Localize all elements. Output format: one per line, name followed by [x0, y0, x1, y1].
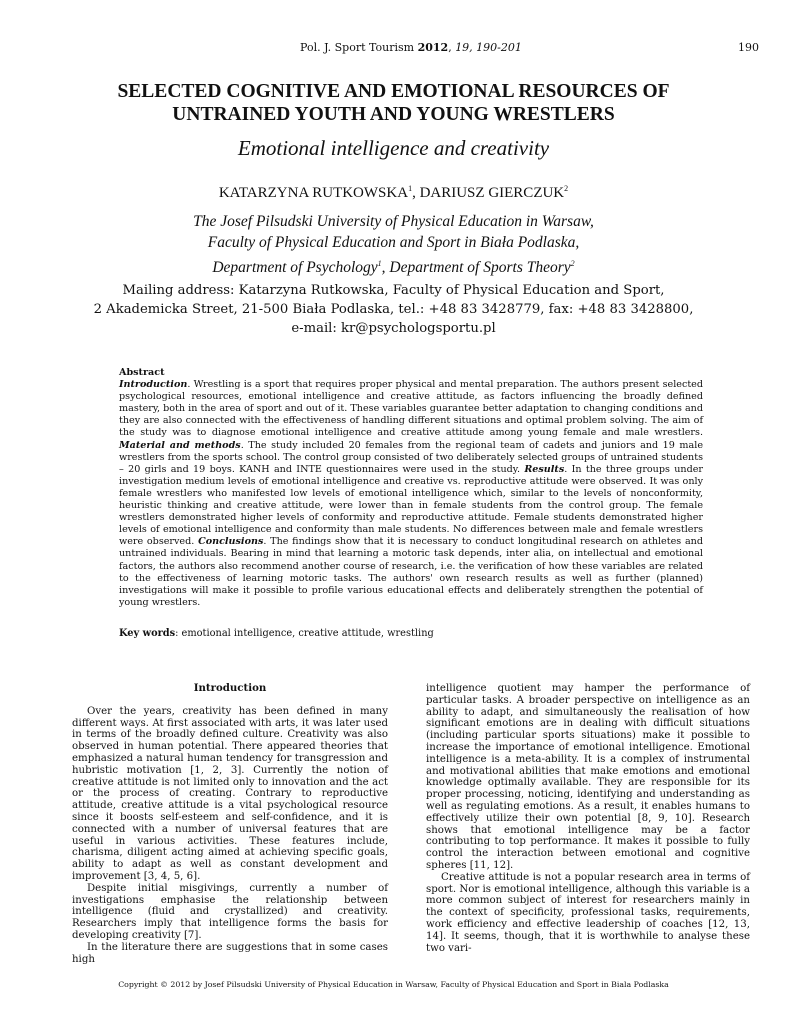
page-number: 190	[738, 41, 759, 54]
abstract-heading: Abstract	[119, 367, 165, 378]
section-heading: Introduction	[193, 682, 267, 694]
paragraph: intelligence quotient may hamper the performance of particular tasks. A broader perspective on intelligence as an ability to adapt, and simultaneously the realisation of how significant emotions are in dealing with difficult situations (including particular sports situations) make it possible to increase the importance of emotional intelligence. Emotional intelligence is a meta-ability. It is a complex of instrumental and motivational abilities that make emotions and emotional knowledge optimally available. They are responsible for its proper processing, noticing, identifying and understanding as well as regulating emotions. As a result, it enables humans to effectively utilize their own potential [8, 9, 10]. Research shows that emotional intelligence may be a factor contributing to top performance. It makes it possible to fully control the interaction between emotional and cognitive spheres [11, 12].	[426, 683, 750, 871]
email-address: e-mail: kr@psychologsportu.pl	[291, 321, 496, 336]
author-name: KATARZYNA RUTKOWSKA	[218, 185, 409, 201]
paragraph: In the literature there are suggestions that in some cases high	[72, 941, 388, 965]
keywords: Key words: emotional intelligence, creative attitude, wrestling	[119, 628, 434, 639]
body-column-right	[426, 683, 750, 954]
affiliation: The Josef Pilsudski University of Physical Education in Warsaw, Faculty of Physical Education and Sport in Biała Podlaska, Department of Psychology$^1$, Department of Sports Theory$^2$	[193, 213, 594, 277]
author-list: KATARZYNA RUTKOWSKA$^1$, DARIUSZ GIERCZUK$^2$	[218, 184, 569, 201]
abstract	[119, 367, 703, 609]
author-name: DARIUSZ GIERCZUK	[419, 185, 565, 201]
paper-title: SELECTED COGNITIVE AND EMOTIONAL RESOURCES OF UNTRAINED YOUTH AND YOUNG WRESTLERS	[117, 81, 670, 125]
mailing-address: Mailing address: Katarzyna Rutkowska, Faculty of Physical Education and Sport, 2 Akademicka Street, 21-500 Biała Podlaska, tel.: +48 83 3428779, fax: +48 83 3428800, e-mail: kr@psychologsportu.pl	[60, 281, 727, 338]
paper-subtitle: Emotional intelligence and creativity	[237, 136, 550, 160]
paragraph: Despite initial misgivings, currently a number of investigations emphasise the relationship between intelligence (fluid and crystallized) and creativity. Researchers imply that intelligence forms the basis for developing creativity [7].	[72, 882, 388, 941]
journal-citation: Pol. J. Sport Tourism 2012, 19, 190-201	[300, 41, 522, 54]
paragraph: Over the years, creativity has been defined in many different ways. At first associated with arts, it was later used in terms of the broadly defined culture. Creativity was also observed in human potential. There appeared theories that emphasized a natural human tendency for transgression and hubristic motivation [1, 2, 3]. Currently the notion of creative attitude is not limited only to innovation and the act or the process of creating. Contrary to reproductive attitude, creative attitude is a vital psychological resource since it boosts self-esteem and self-confidence, and it is connected with a number of universal features that are useful in various activities. These features include, charisma, diligent acting aimed at achieving specific goals, ability to adapt as well as constant development and improvement [3, 4, 5, 6].	[72, 705, 388, 882]
paragraph: Creative attitude is not a popular research area in terms of sport. Nor is emotional intelligence, although this variable is a more common subject of interest for researchers mainly in the context of specificity, professional tasks, requirements, work efficiency and effective leadership of coaches [12, 13, 14]. It seems, though, that it is worthwhile to analyse these two vari-	[426, 871, 750, 954]
body-column-left	[72, 683, 388, 965]
copyright-footer: Copyright © 2012 by Josef Pilsudski University of Physical Education in Warsaw, Faculty of Physical Education and Sport in Biala Podlaska	[118, 980, 669, 989]
abstract-body: Introduction. Wrestling is a sport that requires proper physical and mental preparation. The authors present selected psychological resources, emotional intelligence and creative attitude, as factors influencing the broadly defined mastery, both in the area of sport and out of it. These variables guarantee better adaptation to changing conditions and they are also connected with the effectiveness of handling different situations and optimal problem solving. The aim of the study was to diagnose emotional intelligence and creative attitude among young female and male wrestlers. Material and methods. The study included 20 females from the regional team of cadets and juniors and 19 male wrestlers from the sports school. The control group consisted of two deliberately selected groups of untrained students – 20 girls and 19 boys. KANH and INTE questionnaires were used in the study. Results. In the three groups under investigation medium levels of emotional intelligence and creative vs. reproductive attitude were observed. It was only female wrestlers who manifested low levels of emotional intelligence which, similar to the levels of nonconformity, heuristic thinking and creative attitude, were lower than in female students from the control group. The female wrestlers demonstrated higher levels of conformity and reproductive attitude. Female students demonstrated higher levels of emotional intelligence and conformity than male students. No differences between male and female wrestlers were observed. Conclusions. The findings show that it is necessary to conduct longitudinal research on athletes and untrained individuals. Bearing in mind that learning a motoric task depends, inter alia, on intellectual and emotional factors, the authors also recommend another course of research, i.e. the verification of how these variables are related to the effectiveness of learning motoric tasks. The authors' own research results as well as further (planned) investigations will make it possible to profile various educational effects and deliberately strengthen the potential of young wrestlers.	[119, 379, 703, 608]
